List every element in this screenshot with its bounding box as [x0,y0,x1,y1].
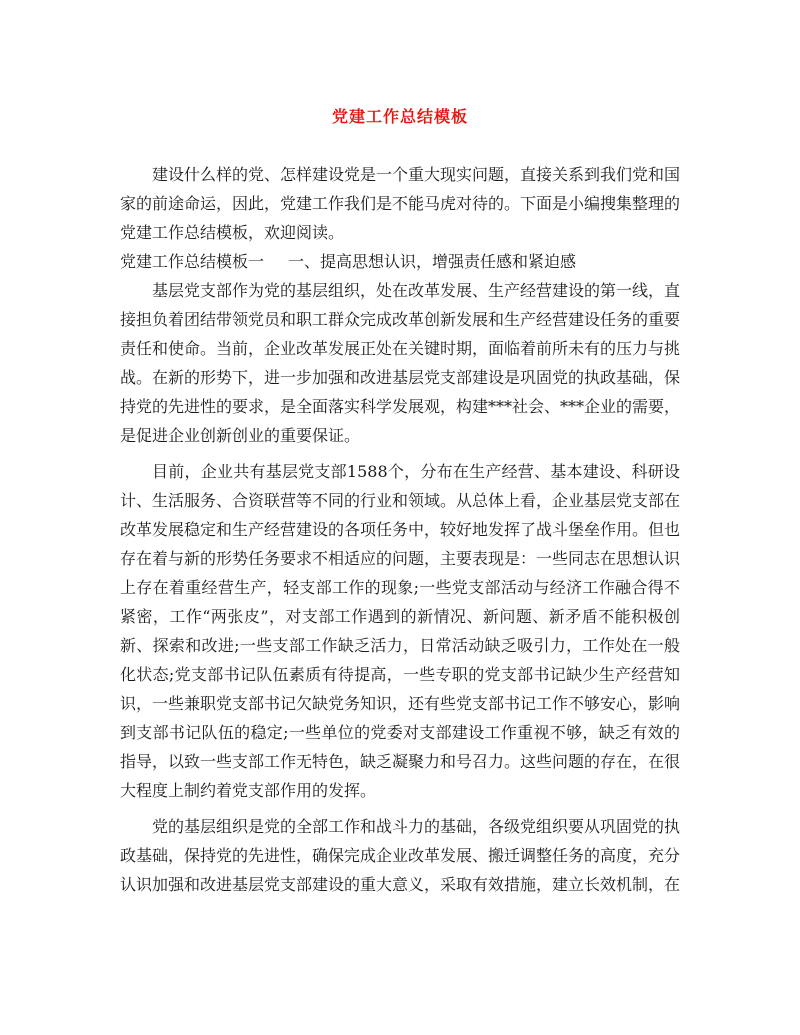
body-paragraph-1: 基层党支部作为党的基层组织，处在改革发展、生产经营建设的第一线，直接担负着团结带领党员和职工群众完成改革创新发展和生产经营建设任务的重要责任和使命。当前，企业改革发展正处在关键时期，面临着前所未有的压力与挑战。在新的形势下，进一步加强和改进基层党支部建设是巩固党的执政基础，保持党的先进性的要求，是全面落实科学发展观，构建***社会、***企业的需要，是促进企业创新创业的重要保证。 [120,281,681,445]
body-paragraph-3: 党的基层组织是党的全部工作和战斗力的基础，各级党组织要从巩固党的执政基础，保持党的先进性，确保完成企业改革发展、搬迁调整任务的高度，充分认识加强和改进基层党支部建设的重大意义，采取有效措施，建立长效机制，在 [120,817,681,894]
document-title: 党建工作总结模板 [331,107,468,126]
section-heading: 一、提高思想认识，增强责任感和紧迫感 [288,252,577,271]
section-heading-line [120,247,680,276]
body-paragraph-2: 目前，企业共有基层党支部1588个，分布在生产经营、基本建设、科研设计、生活服务、合资联营等不同的行业和领域。从总体上看，企业基层党支部在改革发展稳定和生产经营建设的各项任务中，较好地发挥了战斗堡垒作用。但也存在着与新的形势任务要求不相适应的问题，主要表现是：一些同志在思想认识上存在着重经营生产，轻支部工作的现象;一些党支部活动与经济工作融合得不紧密，工作“两张皮”，对支部工作遇到的新情况、新问题、新矛盾不能积极创新、探索和改进;一些支部工作缺乏活力，日常活动缺乏吸引力，工作处在一般化状态;党支部书记队伍素质有待提高，一些专职的党支部书记缺少生产经营知识，一些兼职党支部书记欠缺党务知识，还有些党支部书记工作不够安心，影响到支部书记队伍的稳定;一些单位的党委对支部建设工作重视不够，缺乏有效的指导，以致一些支部工作无特色，缺乏凝聚力和号召力。这些问题的存在，在很大程度上制约着党支部作用的发挥。 [120,462,681,800]
section-label: 党建工作总结模板一 [120,252,265,271]
intro-paragraph: 建设什么样的党、怎样建设党是一个重大现实问题，直接关系到我们党和国家的前途命运，因此，党建工作我们是不能马虎对待的。下面是小编搜集整理的党建工作总结模板，欢迎阅读。 [120,165,681,242]
document-body [120,160,680,899]
